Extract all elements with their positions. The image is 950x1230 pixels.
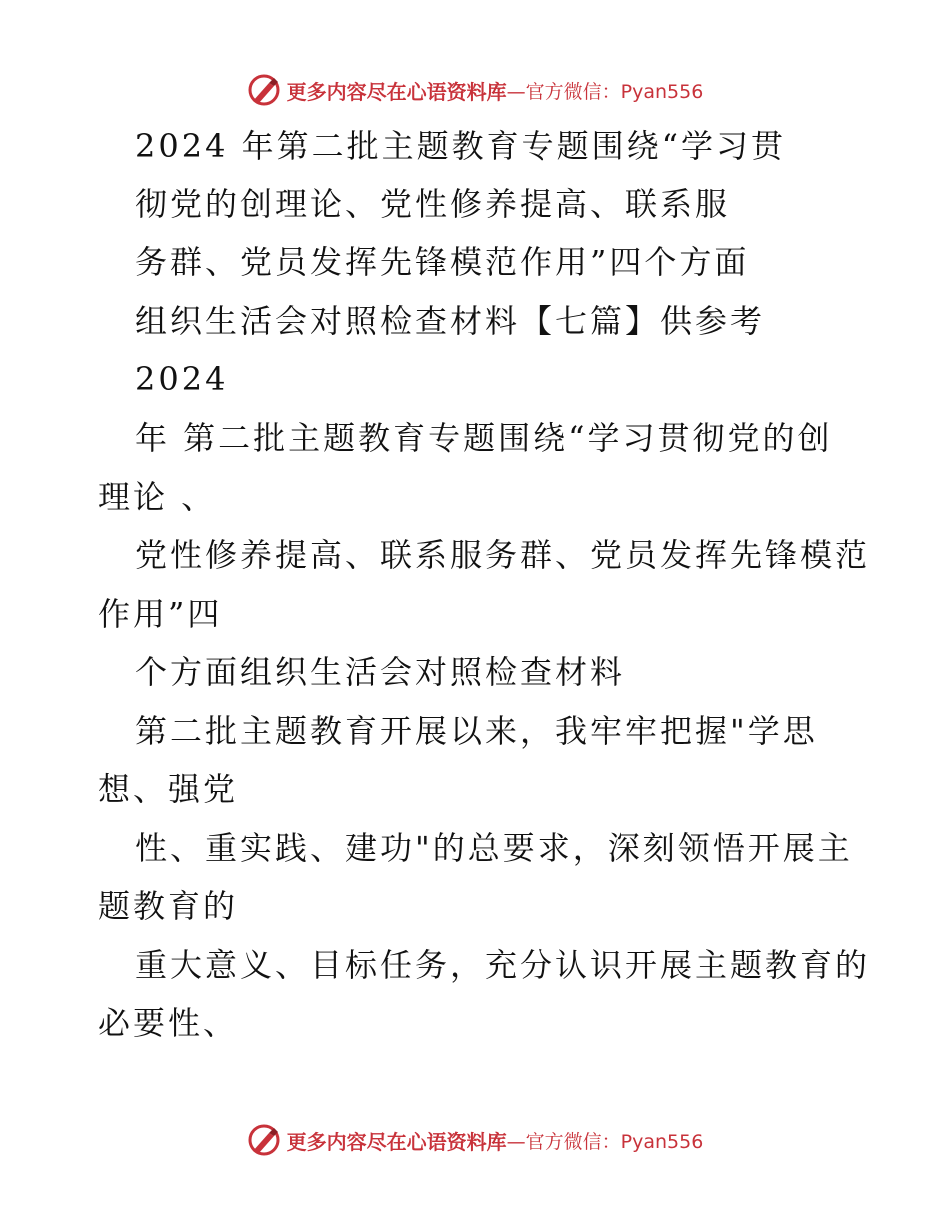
- red-pen-circle-logo-icon: [247, 1123, 281, 1157]
- text-line: 2024 年第二批主题教育专题围绕“学习贯: [135, 127, 786, 165]
- red-pen-circle-logo-icon: [247, 73, 281, 107]
- text-line: 必要性、: [98, 1004, 239, 1042]
- text-line: 2024: [135, 360, 229, 398]
- text-line: 党性修养提高、联系服务群、党员发挥先锋模范: [135, 536, 871, 574]
- banner-contact: —官方微信：Pyan556: [506, 80, 704, 103]
- banner-site-name: 更多内容尽在心语资料库: [286, 1129, 507, 1154]
- header-watermark-banner: [0, 70, 950, 110]
- text-line: 彻党的创理论、党性修养提高、联系服: [135, 185, 731, 223]
- text-line: 理论 、: [98, 478, 217, 516]
- text-line: 作用”四: [98, 595, 223, 633]
- text-line: 务群、党员发挥先锋模范作用”四个方面: [135, 243, 750, 281]
- banner-site-name: 更多内容尽在心语资料库: [286, 79, 507, 104]
- text-line: 重大意义、目标任务，充分认识开展主题教育的: [135, 946, 871, 984]
- footer-watermark-banner: [0, 1120, 950, 1160]
- banner-contact: —官方微信：Pyan556: [506, 1130, 704, 1153]
- text-line: 个方面组织生活会对照检查材料: [135, 653, 626, 691]
- text-line: 性、重实践、建功"的总要求，深刻领悟开展主: [135, 829, 853, 867]
- text-line: 题教育的: [98, 887, 239, 925]
- text-line: 想、强党: [98, 770, 239, 808]
- text-line: 年 第二批主题教育专题围绕“学习贯彻党的创: [135, 419, 833, 457]
- text-line: 第二批主题教育开展以来，我牢牢把握"学思: [135, 712, 818, 750]
- text-line: 组织生活会对照检查材料【七篇】供参考: [135, 302, 766, 340]
